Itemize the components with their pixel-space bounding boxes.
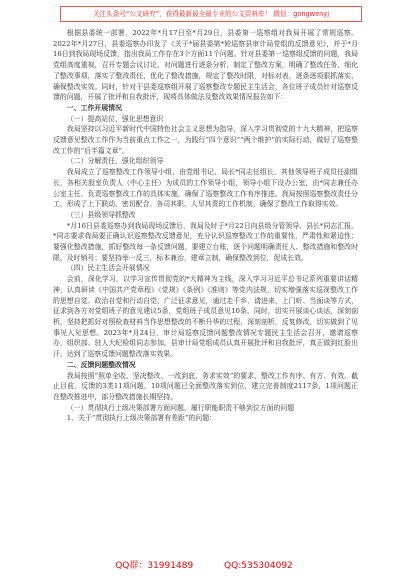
qq-label: QQ:535304092 — [224, 561, 293, 571]
footer — [0, 558, 408, 571]
section-heading: 一、工作开展情况 — [66, 103, 122, 112]
paragraph: 我局按照“照单全收、坚决整改、一改到底、务求实效”的要求，整改工作有序、有方、有效。截止目前，反馈的3类11项问题，10项问题已全面整改落实到位，建立完善制度2117条，1项问题正在整改推进中，部分整改措施长期坚持。 — [53, 371, 358, 401]
qq-group-label: QQ群：31991489 — [115, 561, 194, 571]
paragraph: 根据县委统一部署，2022年*月17日至*月29日，县委第一巡察组对我局开展了常规巡察。2022年*月27日，县委巡察办印发了《关于*届县委第*轮巡察县审计局党组的反馈意见》，并于*月16日到我局现场反馈，指出我局工作存在3个方面11个问题。针对县委第一巡察组反馈的问题，我局党组高度重视，召开专题会议讨论，对问题进行逐条分析，制定了整改方案，明确了整改任务，细化了整改事项，落实了整改责任，优化了整改措施，规定了整改时限，对标对表，逐条逐项狠抓落实，确保整改实效。同时，针对于县委巡察组开展了巡察整改专题民主生活会，各位班子成员针对巡察反馈的问题，开展了批评和自我批评，现将具体做法及整改效果情况报告如下： — [53, 29, 358, 102]
subsection-heading: （三）县级领导抓整改 — [66, 210, 136, 219]
paragraph: 我局坚持以习近平新时代中国特色社会主义思想为指导，深入学习贯彻党的十九大精神，把巡察反馈意见整改工作作为当前重点工作之一，为践行“四个意识”“两个维护”的实际行动，做好了巡察整改工作的“后半篇文章”。 — [53, 125, 358, 155]
header-banner: 关注头条号“公文研究”，获得最新最全最专业的公文资料库！ 微信：gongwenyj — [60, 6, 362, 22]
subsection-heading: （四）民主生活会开展情况 — [66, 264, 150, 273]
subsection-heading: （二）分解责任，强化组织领导 — [66, 157, 164, 166]
subsection-heading: （一）贯彻执行上级决策部署方面问题，履行职能职责不够到位方面的问题 — [66, 403, 295, 412]
paragraph: 1、关于“贯彻执行上级决策部署有差距”的问题： — [66, 414, 217, 423]
paragraph: 我局成立了巡察整改工作领导小组，由党组书记、局长*同志任组长，其他领导班子成员任副组长，各相关股室负责人（中心主任）为成员的工作领导小组，领导小组下设办公室，由*同志兼任办公室主任，负责巡察整改工作的具体实施，确保了巡察整改工作有序推进。我局按照巡察整改责任分工，形成了上下联动、密切配合、各司其职、人尽其责的工作机制，确保了整改工作取得实效。 — [53, 168, 358, 209]
paragraph: *月16日县委巡察办到我局现场反馈后，我局及时于*月22日向县级分管领导、县长*同志汇报。*同志要求我局要正确认识巡察整改反馈意见，充分认识巡察整改工作的重要性，严肃性和紧迫性；要强化整改措施，抓好整改每一条反馈问题，要建立台账，逐个问题明确责任人、整改措施和整改时限，及时销号；要坚持举一反三，标本兼治，建章立制，确保整改到位，促成长效。 — [53, 221, 358, 262]
paragraph: 会前，深化学习，以学习宣传贯彻党的*大精神为主线，深入学习习近平总书记系列重要讲话精神，认真研读《中国共产党章程》《党规》《条例》《准则》等党内法规，切实增强落实巡视整改工作的思想自觉、政治自觉和行动自觉，广泛征求意见，通过走千乡、请进来，上门听、当面谈等方式，征求到各方对党组班子的意见建议5条，党组班子成员意见10条。同时，切实开展谈心谈话，深刻剖析，坚持把抓好对照检查材料当作思想整改的不断升华的过程，深刻剖析，反复修改，切实做到了见事见人见思想。2023年*月24日，审计局巡察反馈问题整改情况专题民主生活会召开，邀请巡察办、组织部、驻人大纪检组同志参加。县审计局党组成员认真开展批评和自我批评，真正做到红脸出汗，达到了巡察反馈问题整改落实效果。 — [53, 275, 358, 359]
subsection-heading: （一）提高站位，强化思想意识 — [66, 114, 164, 123]
document-body — [53, 28, 358, 424]
section-heading: 二、反馈问题整改情况 — [66, 360, 136, 369]
